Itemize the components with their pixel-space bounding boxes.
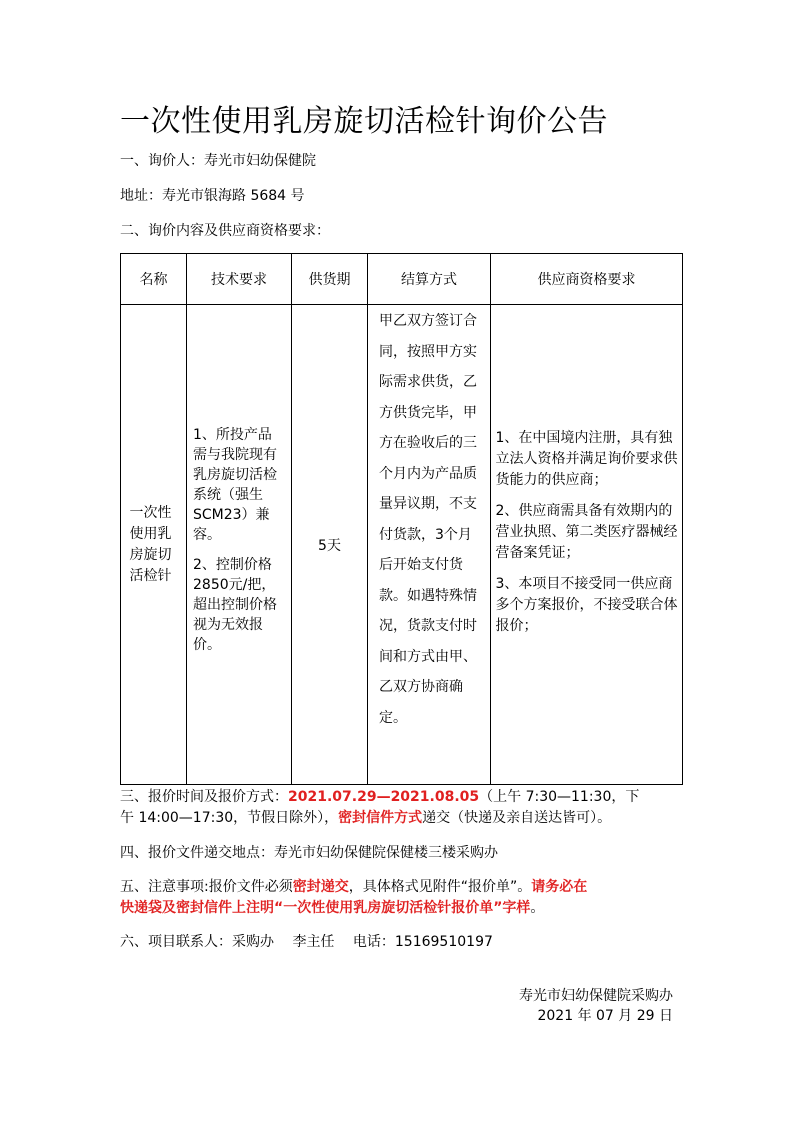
qualification-item: 2、供应商需具备有效期内的营业执照、第二类医疗器械经营备案凭证； xyxy=(495,503,678,561)
section-6-line: 六、项目联系人：采购办 李主任 电话：15169510197 xyxy=(120,934,493,950)
cell-name xyxy=(121,305,187,785)
table-header-row xyxy=(121,254,683,305)
inquiry-table xyxy=(120,253,683,785)
settlement-text: 甲乙双方签订合同，按照甲方实际需求供货，乙方供货完毕，甲方在验收后的三个月内为产品质量异议期，不支付货款，3个月后开始支付货款。如遇特殊情况，货款支付时间和方式由甲、乙双方协商确定。 xyxy=(379,313,477,726)
section-5-line-1 xyxy=(120,877,587,897)
section-3-prefix: 三、报价时间及报价方式： xyxy=(120,789,288,805)
section-3-line-2 xyxy=(120,808,611,828)
qualification-item: 3、本项目不接受同一供应商多个方案报价，不接受联合体报价； xyxy=(495,576,678,634)
header-name: 名称 xyxy=(121,254,187,305)
cell-tech-req xyxy=(187,305,292,785)
sealed-submission: 密封递交 xyxy=(292,879,349,895)
signature-org: 寿光市妇幼保健院采购办 xyxy=(519,988,673,1004)
section-3-suffix: 递交（快递及亲自送达皆可）。 xyxy=(422,810,612,826)
address-line: 地址：寿光市银海路 5684 号 xyxy=(120,188,305,204)
tech-req-item: 1、所投产品需与我院现有乳房旋切活检系统（强生SCM23）兼容。 xyxy=(193,426,277,543)
section-4-line: 四、报价文件递交地点：寿光市妇幼保健院保健楼三楼采购办 xyxy=(120,845,498,861)
cell-qualifications xyxy=(491,305,683,785)
signature-date: 2021 年 07 月 29 日 xyxy=(537,1008,673,1024)
product-name: 一次性使用乳房旋切活检针 xyxy=(129,504,172,584)
page-title: 一次性使用乳房旋切活检针询价公告 xyxy=(120,104,608,139)
header-qualifications: 供应商资格要求 xyxy=(491,254,683,305)
section-2-heading: 二、询价内容及供应商资格要求： xyxy=(120,223,330,239)
header-tech-req: 技术要求 xyxy=(187,254,292,305)
inquirer-line: 一、询价人：寿光市妇幼保健院 xyxy=(120,153,316,169)
quote-method: 密封信件方式 xyxy=(338,810,423,826)
section-5-end: 。 xyxy=(530,900,545,916)
section-5-line-2 xyxy=(120,898,544,918)
tech-req-item: 2、控制价格2850元/把，超出控制价格视为无效报价。 xyxy=(193,556,277,653)
quote-dates: 2021.07.29—2021.08.05 xyxy=(288,789,480,805)
section-5-prefix: 五、注意事项:报价文件必须 xyxy=(120,879,293,895)
label-requirement: 快递袋及密封信件上注明“一次性使用乳房旋切活检针报价单”字样 xyxy=(120,900,531,916)
qualification-item: 1、在中国境内注册，具有独立法人资格并满足询价要求供货能力的供应商； xyxy=(495,430,678,488)
cell-settlement xyxy=(368,305,491,785)
section-5-mid: ，具体格式见附件“报价单”。 xyxy=(348,879,532,895)
quote-time-afternoon: 午 14:00—17:30，节假日除外）， xyxy=(120,810,339,826)
header-delivery: 供货期 xyxy=(292,254,368,305)
quote-time-morning: （上午 7:30—11:30，下 xyxy=(479,789,640,805)
cell-delivery: 5天 xyxy=(292,305,368,785)
section-5-must: 请务必在 xyxy=(531,879,588,895)
table-row xyxy=(121,305,683,785)
section-3-line-1 xyxy=(120,787,639,807)
header-settlement: 结算方式 xyxy=(368,254,491,305)
